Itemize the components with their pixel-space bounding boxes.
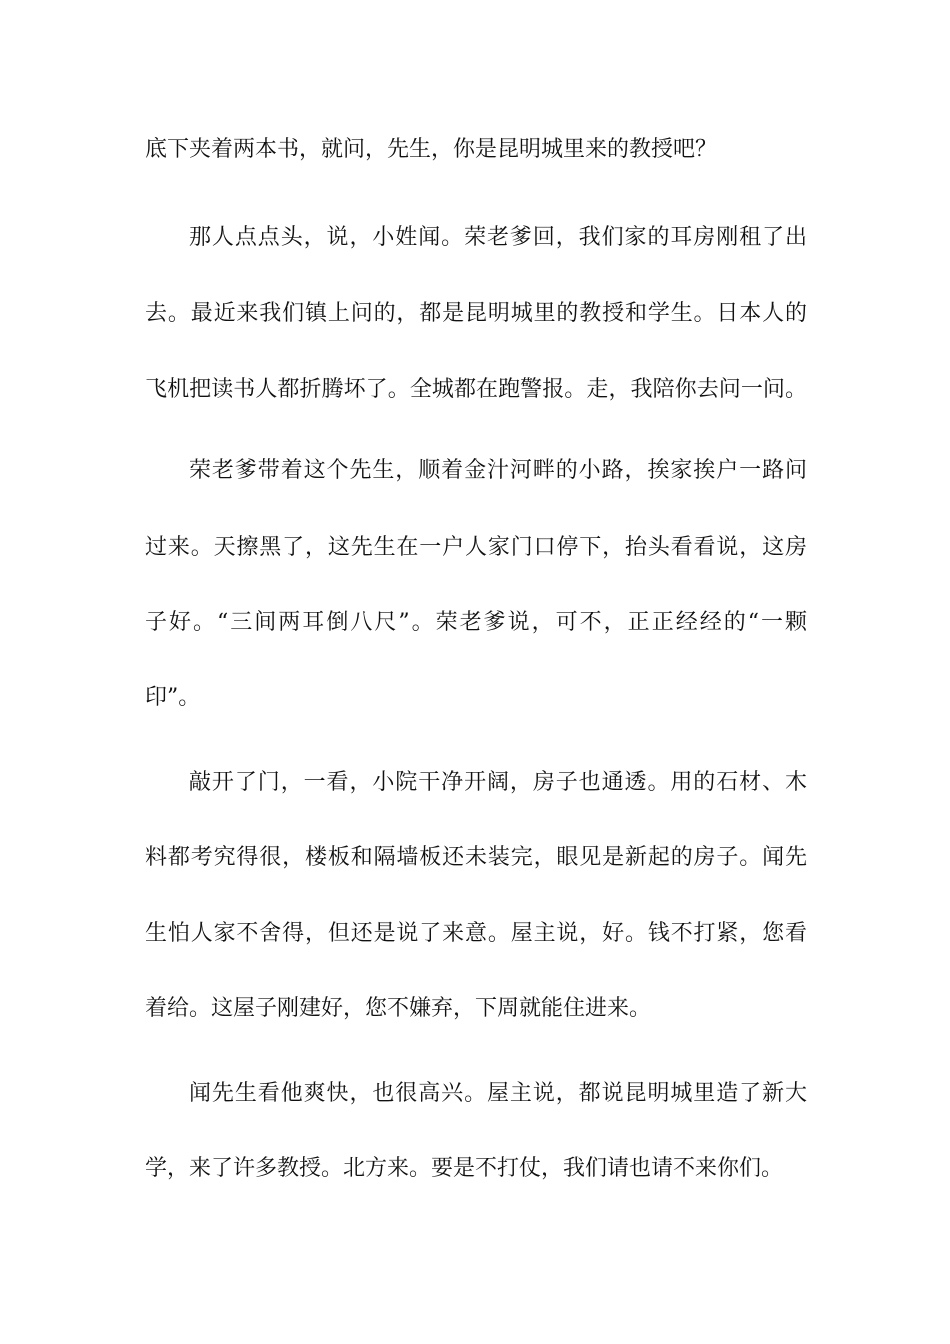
text-line: 敲开了门，一看，小院干净开阔，房子也通透。用的石材、木	[189, 770, 807, 795]
text-line: 那人点点头，说，小姓闻。荣老爹回，我们家的耳房刚租了出	[189, 225, 807, 250]
text-line: 生怕人家不舍得，但还是说了来意。屋主说，好。钱不打紧，您看	[145, 921, 807, 946]
text-line: 印”。	[145, 685, 201, 710]
text-line: 闻先生看他爽快，也很高兴。屋主说，都说昆明城里造了新大	[189, 1081, 807, 1106]
text-line: 底下夹着两本书，就问，先生，你是昆明城里来的教授吧？	[145, 137, 718, 162]
text-line: 着给。这屋子刚建好，您不嫌弃，下周就能住进来。	[145, 996, 652, 1021]
text-line: 飞机把读书人都折腾坏了。全城都在跑警报。走，我陪你去问一问。	[145, 377, 807, 402]
text-line: 学，来了许多教授。北方来。要是不打仗，我们请也请不来你们。	[145, 1156, 784, 1181]
text-line: 荣老爹带着这个先生，顺着金汁河畔的小路，挨家挨户一路问	[189, 458, 807, 483]
text-line: 过来。天擦黑了，这先生在一户人家门口停下，抬头看看说，这房	[145, 535, 807, 560]
text-line: 料都考究得很，楼板和隔墙板还未装完，眼见是新起的房子。闻先	[145, 845, 807, 870]
text-line: 子好。“三间两耳倒八尺”。荣老爹说，可不，正正经经的“一颗	[145, 610, 807, 635]
text-line: 去。最近来我们镇上问的，都是昆明城里的教授和学生。日本人的	[145, 301, 807, 326]
